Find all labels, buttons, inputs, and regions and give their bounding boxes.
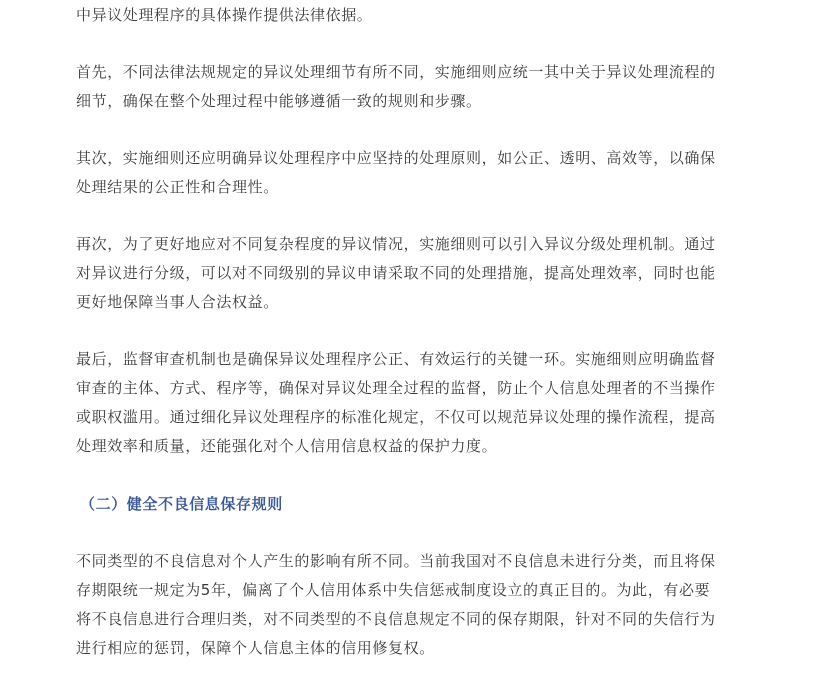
text-line: 或职权滥用。通过细化异议处理程序的标准化规定，不仅可以规范异议处理的操作流程，提高 [76,408,716,426]
paragraph-fourth [76,345,716,461]
text-line: 对异议进行分级，可以对不同级别的异议申请采取不同的处理措施，提高处理效率，同时也能 [76,264,716,282]
text-line: 再次，为了更好地应对不同复杂程度的异议情况，实施细则可以引入异议分级处理机制。通过 [76,235,716,253]
paragraph-third [76,230,716,317]
text-line: 不同类型的不良信息对个人产生的影响有所不同。当前我国对不良信息未进行分类，而且将保 [76,552,716,570]
text-line: 将不良信息进行合理归类，对不同类型的不良信息规定不同的保存期限，针对不同的失信行为 [76,610,716,628]
text-line: 其次，实施细则还应明确异议处理程序中应坚持的处理原则，如公正、透明、高效等，以确保 [76,149,716,167]
text-line: 最后，监督审查机制也是确保异议处理程序公正、有效运行的关键一环。实施细则应明确监督 [76,350,716,368]
text-line: 细节，确保在整个处理过程中能够遵循一致的规则和步骤。 [76,92,482,110]
text-line: 更好地保障当事人合法权益。 [76,293,279,311]
section-heading: （二）健全不良信息保存规则 [80,495,283,513]
paragraph-first [76,58,716,116]
paragraph-second [76,144,716,202]
text-line: 存期限统一规定为5年，偏离了个人信用体系中失信惩戒制度设立的真正目的。为此，有必要 [76,581,711,599]
paragraph-section [76,547,716,663]
text-line: 首先，不同法律法规规定的异议处理细节有所不同，实施细则应统一其中关于异议处理流程的 [76,63,716,81]
text-line: 进行相应的惩罚，保障个人信息主体的信用修复权。 [76,639,435,657]
text-line: 审查的主体、方式、程序等，确保对异议处理全过程的监督，防止个人信息处理者的不当操作 [76,379,716,397]
text-line: 处理结果的公正性和合理性。 [76,178,279,196]
text-line: 中异议处理程序的具体操作提供法律依据。 [76,6,373,24]
paragraph-intro-tail [76,1,372,30]
text-line: 处理效率和质量，还能强化对个人信用信息权益的保护力度。 [76,437,498,455]
